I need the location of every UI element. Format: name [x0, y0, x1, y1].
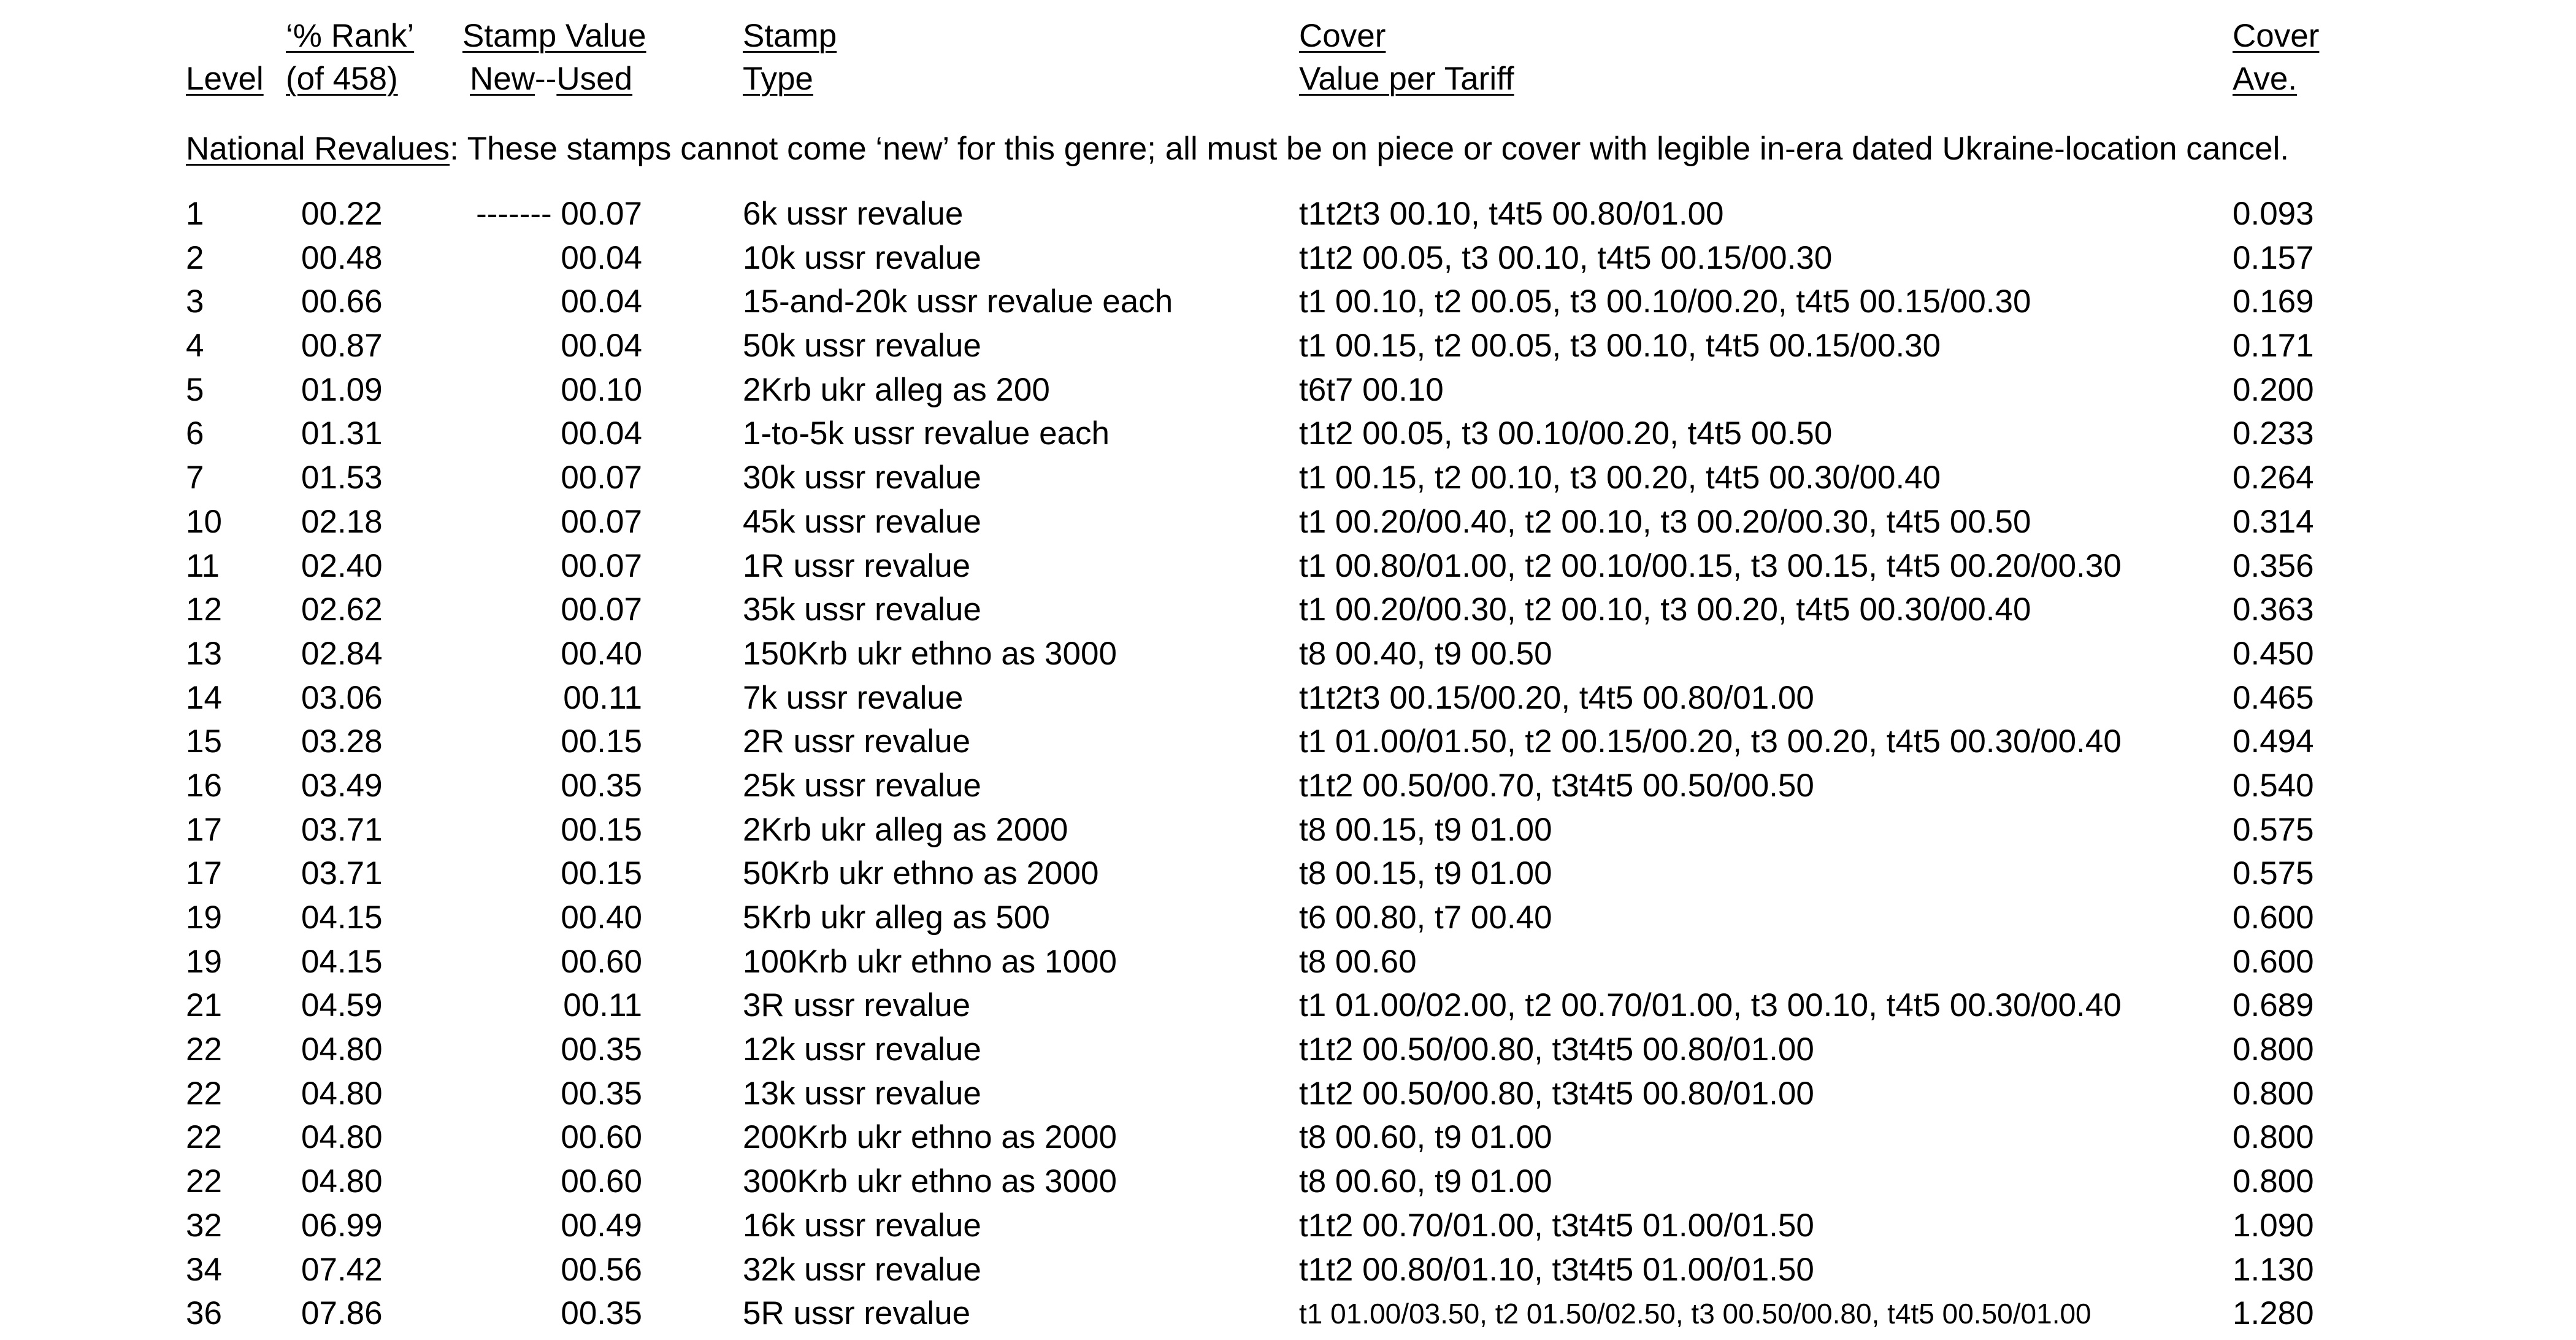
header-level	[186, 60, 264, 98]
cell-level: 4	[186, 328, 204, 364]
cell-stamp-value: 00.10	[561, 371, 642, 408]
cell-stamp-value: 00.15	[561, 723, 642, 760]
cell-stamp-type: 7k ussr revalue	[743, 679, 964, 716]
cell-cover-ave: 0.169	[2233, 283, 2314, 320]
cell-cover-value: t6 00.80, t7 00.40	[1299, 899, 1552, 936]
cell-cover-ave: 0.600	[2233, 943, 2314, 980]
table-row	[0, 327, 2576, 371]
cell-cover-value: t1 00.20/00.40, t2 00.10, t3 00.20/00.30, t4t5 00.50	[1299, 503, 2031, 540]
cell-stamp-value: 00.07	[561, 547, 642, 584]
cell-level: 32	[186, 1207, 222, 1244]
cell-rank: 02.40	[301, 547, 383, 584]
section-title: National Revalues	[186, 131, 450, 167]
cell-rank: 03.28	[301, 723, 383, 760]
cell-rank: 03.71	[301, 855, 383, 892]
cell-stamp-type: 1R ussr revalue	[743, 547, 971, 584]
cell-stamp-value: 00.60	[561, 1163, 642, 1200]
cell-stamp-type: 10k ussr revalue	[743, 239, 981, 276]
header-stamp-value-line2	[470, 60, 632, 98]
cell-cover-ave: 0.800	[2233, 1031, 2314, 1068]
cell-rank: 03.49	[301, 767, 383, 804]
cell-level: 1	[186, 196, 204, 232]
cell-cover-ave: 0.600	[2233, 899, 2314, 936]
table-row	[0, 195, 2576, 239]
cell-cover-ave: 0.575	[2233, 855, 2314, 892]
cell-cover-value: t1t2 00.05, t3 00.10, t4t5 00.15/00.30	[1299, 239, 1833, 276]
cell-level: 3	[186, 283, 204, 320]
cell-stamp-type: 300Krb ukr ethno as 3000	[743, 1163, 1117, 1200]
table-row	[0, 283, 2576, 327]
cell-cover-value: t1 00.10, t2 00.05, t3 00.10/00.20, t4t5 00.15/00.30	[1299, 283, 2031, 320]
cell-level: 36	[186, 1295, 222, 1332]
cell-level: 17	[186, 811, 222, 848]
cell-cover-value: t8 00.60, t9 01.00	[1299, 1163, 1552, 1200]
cell-rank: 01.31	[301, 415, 383, 452]
header-cover-ave-line1: Cover	[2233, 18, 2320, 54]
header-cover-ave-line2: Ave.	[2233, 61, 2298, 97]
cell-stamp-value: 00.35	[561, 1295, 642, 1332]
cell-stamp-value: 00.11	[563, 987, 642, 1024]
cell-rank: 01.53	[301, 460, 383, 496]
cell-stamp-type: 5R ussr revalue	[743, 1295, 971, 1332]
cell-rank: 02.18	[301, 503, 383, 540]
cell-cover-value: t1 00.15, t2 00.05, t3 00.10, t4t5 00.15/00.30	[1299, 328, 1941, 364]
header-cover-value-line1: Cover	[1299, 18, 1386, 54]
cell-stamp-type: 30k ussr revalue	[743, 460, 981, 496]
cell-stamp-type: 3R ussr revalue	[743, 987, 971, 1024]
cell-stamp-value: 00.35	[561, 1075, 642, 1112]
table-row	[0, 547, 2576, 591]
cell-stamp-type: 50Krb ukr ethno as 2000	[743, 855, 1099, 892]
cell-cover-ave: 0.800	[2233, 1075, 2314, 1112]
cell-cover-value: t6t7 00.10	[1299, 371, 1444, 408]
cell-cover-ave: 0.800	[2233, 1163, 2314, 1200]
header-new: New	[470, 61, 535, 97]
cell-stamp-value: 00.15	[561, 811, 642, 848]
cell-level: 15	[186, 723, 222, 760]
cell-stamp-value: 00.04	[561, 328, 642, 364]
cell-rank: 04.80	[301, 1031, 383, 1068]
cell-rank: 06.99	[301, 1207, 383, 1244]
cell-cover-ave: 0.540	[2233, 767, 2314, 804]
cell-cover-ave: 0.233	[2233, 415, 2314, 452]
cell-level: 6	[186, 415, 204, 452]
cell-rank: 04.80	[301, 1119, 383, 1156]
cell-cover-ave: 0.200	[2233, 371, 2314, 408]
cell-rank: 00.87	[301, 328, 383, 364]
cell-level: 16	[186, 767, 222, 804]
table-row	[0, 415, 2576, 459]
cell-rank: 04.15	[301, 943, 383, 980]
cell-cover-ave: 0.494	[2233, 723, 2314, 760]
cell-level: 2	[186, 239, 204, 276]
cell-rank: 04.59	[301, 987, 383, 1024]
cell-cover-value: t1 01.00/03.50, t2 01.50/02.50, t3 00.50/00.80, t4t5 00.50/01.00	[1299, 1298, 2091, 1330]
cell-level: 13	[186, 635, 222, 672]
header-stamp-type-line1: Stamp	[743, 18, 837, 54]
cell-rank: 03.71	[301, 811, 383, 848]
cell-cover-ave: 0.450	[2233, 635, 2314, 672]
cell-stamp-type: 45k ussr revalue	[743, 503, 981, 540]
table-row	[0, 811, 2576, 855]
cell-rank: 04.15	[301, 899, 383, 936]
table-row	[0, 1295, 2576, 1339]
cell-stamp-value: 00.60	[561, 943, 642, 980]
header-level-text: Level	[186, 61, 264, 97]
table-row	[0, 239, 2576, 283]
table-row	[0, 503, 2576, 547]
table-row	[0, 987, 2576, 1031]
cell-cover-value: t1t2t3 00.15/00.20, t4t5 00.80/01.00	[1299, 679, 1814, 716]
cell-rank: 03.06	[301, 679, 383, 716]
cell-cover-ave: 0.800	[2233, 1119, 2314, 1156]
cell-stamp-value: 00.04	[561, 239, 642, 276]
cell-cover-value: t1t2 00.80/01.10, t3t4t5 01.00/01.50	[1299, 1251, 1814, 1288]
cell-stamp-type: 12k ussr revalue	[743, 1031, 981, 1068]
cell-stamp-value: 00.15	[561, 855, 642, 892]
cell-cover-ave: 0.314	[2233, 503, 2314, 540]
cell-level: 10	[186, 503, 222, 540]
cell-stamp-value: 00.49	[561, 1207, 642, 1244]
cell-level: 22	[186, 1031, 222, 1068]
cell-level: 11	[186, 547, 220, 584]
cell-stamp-value: 00.04	[561, 415, 642, 452]
cell-stamp-value: 00.35	[561, 767, 642, 804]
cell-stamp-type: 16k ussr revalue	[743, 1207, 981, 1244]
cell-cover-value: t1 00.20/00.30, t2 00.10, t3 00.20, t4t5 00.30/00.40	[1299, 591, 2031, 628]
cell-rank: 02.62	[301, 591, 383, 628]
cell-cover-ave: 1.280	[2233, 1295, 2314, 1332]
table-row	[0, 1031, 2576, 1075]
cell-rank: 00.48	[301, 239, 383, 276]
table-row	[0, 767, 2576, 811]
cell-cover-value: t1t2 00.50/00.70, t3t4t5 00.50/00.50	[1299, 767, 1814, 804]
cell-stamp-value: 00.07	[561, 591, 642, 628]
cell-cover-ave: 0.264	[2233, 460, 2314, 496]
cell-level: 14	[186, 679, 222, 716]
header-rank-line1: ‘% Rank’	[286, 18, 415, 54]
cell-level: 34	[186, 1251, 222, 1288]
cell-cover-ave: 0.171	[2233, 328, 2314, 364]
cell-cover-value: t1t2 00.05, t3 00.10/00.20, t4t5 00.50	[1299, 415, 1833, 452]
cell-stamp-type: 200Krb ukr ethno as 2000	[743, 1119, 1117, 1156]
table-row	[0, 459, 2576, 503]
cell-stamp-type: 13k ussr revalue	[743, 1075, 981, 1112]
cell-rank: 04.80	[301, 1075, 383, 1112]
cell-rank: 00.66	[301, 283, 383, 320]
section-text: : These stamps cannot come ‘new’ for this genre; all must be on piece or cover with legible in-era dated Ukraine-location cancel.	[450, 131, 2290, 167]
cell-level: 22	[186, 1119, 222, 1156]
header-stamp-value-line1: Stamp Value	[462, 18, 646, 54]
cell-cover-value: t1t2 00.70/01.00, t3t4t5 01.00/01.50	[1299, 1207, 1814, 1244]
cell-stamp-value: 00.11	[563, 679, 642, 716]
cell-stamp-type: 150Krb ukr ethno as 3000	[743, 635, 1117, 672]
cell-level: 17	[186, 855, 222, 892]
cell-stamp-value: 00.40	[561, 899, 642, 936]
cell-stamp-value: 00.56	[561, 1251, 642, 1288]
cell-stamp-type: 100Krb ukr ethno as 1000	[743, 943, 1117, 980]
cell-level: 19	[186, 943, 222, 980]
table-row	[0, 1119, 2576, 1163]
cell-level: 7	[186, 460, 204, 496]
table-row	[0, 635, 2576, 679]
cell-level: 12	[186, 591, 222, 628]
header-stamp-type-line2: Type	[743, 61, 813, 97]
stamp-table	[0, 195, 2576, 1339]
cell-stamp-type: 50k ussr revalue	[743, 328, 981, 364]
table-row	[0, 1207, 2576, 1251]
cell-cover-value: t1t2t3 00.10, t4t5 00.80/01.00	[1299, 196, 1724, 232]
cell-cover-ave: 0.575	[2233, 811, 2314, 848]
cell-level: 5	[186, 371, 204, 408]
cell-cover-ave: 0.157	[2233, 239, 2314, 276]
cell-rank: 02.84	[301, 635, 383, 672]
cell-rank: 07.42	[301, 1251, 383, 1288]
cell-rank: 01.09	[301, 371, 383, 408]
header-sep: --	[535, 61, 557, 97]
header-used: Used	[556, 61, 633, 97]
cell-stamp-type: 2Krb ukr alleg as 2000	[743, 811, 1068, 848]
cell-stamp-value: 00.07	[561, 503, 642, 540]
header-rank-line2: (of 458)	[286, 61, 398, 97]
cell-stamp-value: ------- 00.07	[476, 196, 642, 232]
cell-rank: 07.86	[301, 1295, 383, 1332]
cell-cover-value: t1 00.15, t2 00.10, t3 00.20, t4t5 00.30/00.40	[1299, 460, 1941, 496]
cell-stamp-type: 2R ussr revalue	[743, 723, 971, 760]
cell-cover-ave: 1.090	[2233, 1207, 2314, 1244]
table-row	[0, 943, 2576, 987]
cell-stamp-value: 00.07	[561, 460, 642, 496]
table-row	[0, 679, 2576, 723]
cell-stamp-value: 00.60	[561, 1119, 642, 1156]
cell-cover-value: t1t2 00.50/00.80, t3t4t5 00.80/01.00	[1299, 1075, 1814, 1112]
cell-level: 22	[186, 1163, 222, 1200]
table-row	[0, 723, 2576, 767]
cell-cover-value: t8 00.15, t9 01.00	[1299, 811, 1552, 848]
section-note	[186, 130, 2289, 168]
table-row	[0, 1163, 2576, 1207]
cell-cover-value: t1 00.80/01.00, t2 00.10/00.15, t3 00.15, t4t5 00.20/00.30	[1299, 547, 2122, 584]
cell-level: 19	[186, 899, 222, 936]
cell-stamp-type: 32k ussr revalue	[743, 1251, 981, 1288]
table-row	[0, 855, 2576, 899]
table-row	[0, 1075, 2576, 1119]
cell-stamp-type: 1-to-5k ussr revalue each	[743, 415, 1110, 452]
cell-stamp-value: 00.35	[561, 1031, 642, 1068]
cell-cover-value: t1t2 00.50/00.80, t3t4t5 00.80/01.00	[1299, 1031, 1814, 1068]
cell-cover-value: t1 01.00/01.50, t2 00.15/00.20, t3 00.20, t4t5 00.30/00.40	[1299, 723, 2122, 760]
cell-stamp-type: 5Krb ukr alleg as 500	[743, 899, 1050, 936]
cell-cover-value: t8 00.60	[1299, 943, 1417, 980]
cell-stamp-type: 35k ussr revalue	[743, 591, 981, 628]
cell-cover-ave: 0.465	[2233, 679, 2314, 716]
header-cover-value-line2: Value per Tariff	[1299, 61, 1514, 97]
table-row	[0, 1251, 2576, 1295]
cell-stamp-value: 00.40	[561, 635, 642, 672]
cell-cover-value: t1 01.00/02.00, t2 00.70/01.00, t3 00.10, t4t5 00.30/00.40	[1299, 987, 2122, 1024]
cell-rank: 04.80	[301, 1163, 383, 1200]
cell-cover-ave: 0.356	[2233, 547, 2314, 584]
cell-rank: 00.22	[301, 196, 383, 232]
cell-cover-ave: 0.689	[2233, 987, 2314, 1024]
table-row	[0, 591, 2576, 635]
cell-cover-ave: 0.363	[2233, 591, 2314, 628]
table-row	[0, 371, 2576, 415]
cell-cover-value: t8 00.15, t9 01.00	[1299, 855, 1552, 892]
cell-stamp-type: 6k ussr revalue	[743, 196, 964, 232]
table-row	[0, 899, 2576, 943]
cell-cover-value: t8 00.60, t9 01.00	[1299, 1119, 1552, 1156]
cell-cover-value: t8 00.40, t9 00.50	[1299, 635, 1552, 672]
cell-stamp-value: 00.04	[561, 283, 642, 320]
cell-stamp-type: 15-and-20k ussr revalue each	[743, 283, 1173, 320]
cell-stamp-type: 25k ussr revalue	[743, 767, 981, 804]
cell-level: 22	[186, 1075, 222, 1112]
cell-cover-ave: 1.130	[2233, 1251, 2314, 1288]
cell-cover-ave: 0.093	[2233, 196, 2314, 232]
cell-level: 21	[186, 987, 222, 1024]
cell-stamp-type: 2Krb ukr alleg as 200	[743, 371, 1050, 408]
